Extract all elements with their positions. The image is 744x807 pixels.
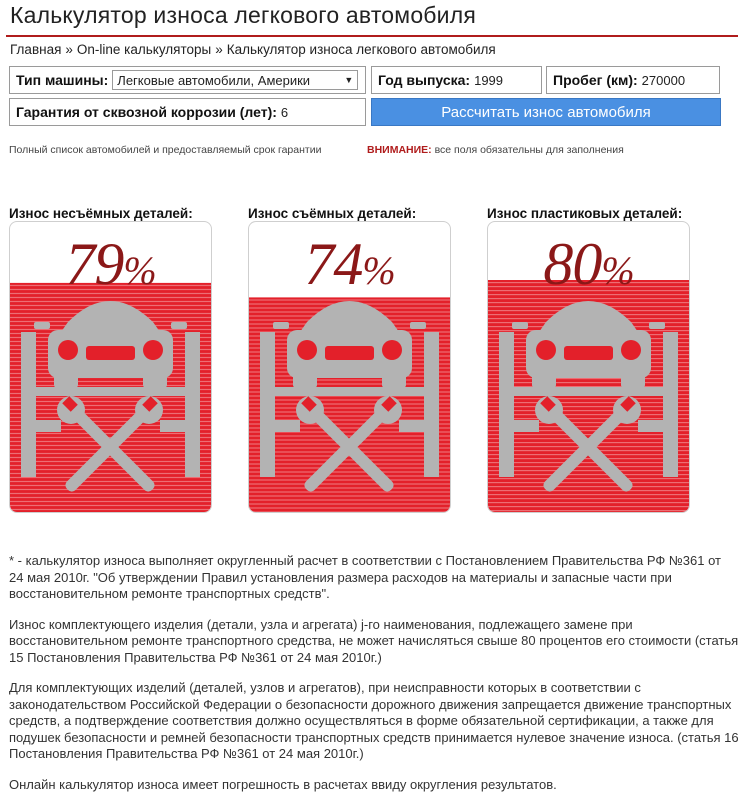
wear-percent [249, 231, 450, 301]
headlight-left [297, 340, 317, 360]
breadcrumb-separator: » [215, 42, 223, 57]
car-type-select[interactable] [112, 70, 358, 90]
dropdown-arrow-icon: ▼ [344, 75, 354, 85]
attention-note [367, 144, 624, 156]
full-list-link[interactable]: Полный список автомобилей и предоставляемый срок гарантии [9, 144, 322, 156]
wear-percent [488, 231, 689, 301]
title-divider [6, 35, 738, 37]
grille [325, 346, 374, 360]
gauge-label: Износ съёмных деталей: [248, 206, 417, 221]
headlight-right [143, 340, 163, 360]
attention-text: все поля обязательны для заполнения [434, 144, 624, 156]
footnote-paragraph: Онлайн калькулятор износа имеет погрешность в расчетах ввиду округления результатов. [9, 776, 557, 792]
gauge-label: Износ пластиковых деталей: [487, 206, 683, 221]
year-input[interactable]: 1999 [474, 72, 504, 88]
breadcrumb-separator: » [65, 42, 73, 57]
breadcrumb-current: Калькулятор износа легкового автомобиля [226, 42, 496, 57]
car-type-label: Тип машины: [16, 72, 109, 88]
gauge-card [248, 221, 451, 513]
footnote-paragraph: Износ комплектующего изделия (детали, узла и агрегата) j-го наименования, подлежащего замене при восстановительном ремонте транспортного средства, не может начисляться свыше 80 процентов его стоимости (статья 15 Постановления Правительства РФ №361 от 24 мая 2010г.) [9, 616, 739, 665]
breadcrumb-calculators-link[interactable]: On-line калькуляторы [76, 42, 212, 57]
year-field [371, 66, 542, 94]
mileage-field [546, 66, 720, 94]
gauge-card [487, 221, 690, 513]
breadcrumb [10, 42, 496, 57]
headlight-right [621, 340, 641, 360]
car-type-selected-value: Легковые автомобили, Америки [117, 72, 311, 88]
wear-percent-unit: % [123, 248, 156, 293]
attention-label: ВНИМАНИЕ: [367, 144, 432, 156]
wear-percent-unit: % [601, 248, 634, 293]
wear-percent-value: 79 [65, 231, 124, 297]
wear-percent-value: 74 [304, 231, 363, 297]
headlight-left [58, 340, 78, 360]
wear-percent [10, 231, 211, 301]
gauge-removable-parts [248, 207, 451, 513]
warranty-input[interactable]: 6 [280, 104, 289, 120]
gauge-label: Износ несъёмных деталей: [9, 206, 193, 221]
wear-percent-value: 80 [543, 231, 602, 297]
gauge-fixed-parts [9, 207, 212, 513]
grille [86, 346, 135, 360]
breadcrumb-home-link[interactable]: Главная [10, 42, 62, 57]
warranty-field [9, 98, 366, 126]
mileage-input[interactable]: 270000 [641, 72, 686, 88]
year-label: Год выпуска: [378, 72, 471, 88]
headlight-right [382, 340, 402, 360]
grille [564, 346, 613, 360]
calculate-button[interactable]: Рассчитать износ автомобиля [371, 98, 721, 126]
footnote-paragraph: * - калькулятор износа выполняет округленный расчет в соответствии с Постановлением Правительства РФ №361 от 24 мая 2010г. "Об утверждении Правил установления размера расходов на материалы и запасные части при восстановительном ремонте транспортных средств". [9, 553, 721, 601]
mileage-label: Пробег (км): [553, 72, 638, 88]
headlight-left [536, 340, 556, 360]
page-title: Калькулятор износа легкового автомобиля [10, 2, 477, 28]
gauge-plastic-parts [487, 207, 690, 513]
car-type-field [9, 66, 366, 94]
wear-percent-unit: % [362, 248, 395, 293]
warranty-label: Гарантия от сквозной коррозии (лет): [16, 104, 277, 120]
footnotes [9, 553, 739, 807]
footnote-paragraph: Для комплектующих изделий (деталей, узлов и агрегатов), при неисправности которых в соответствии с законодательством Российской Федерации о безопасности дорожного движения запрещается движение транспортных средств, а подтверждение соответствия должно осуществляться в форме обязательной сертификации, а также для подушек безопасности и ремней безопасности транспортных средств принимается нулевое значение износа. (статья 16 Постановления Правительства РФ №361 от 24 мая 2010г.) [9, 680, 739, 761]
gauge-card [9, 221, 212, 513]
